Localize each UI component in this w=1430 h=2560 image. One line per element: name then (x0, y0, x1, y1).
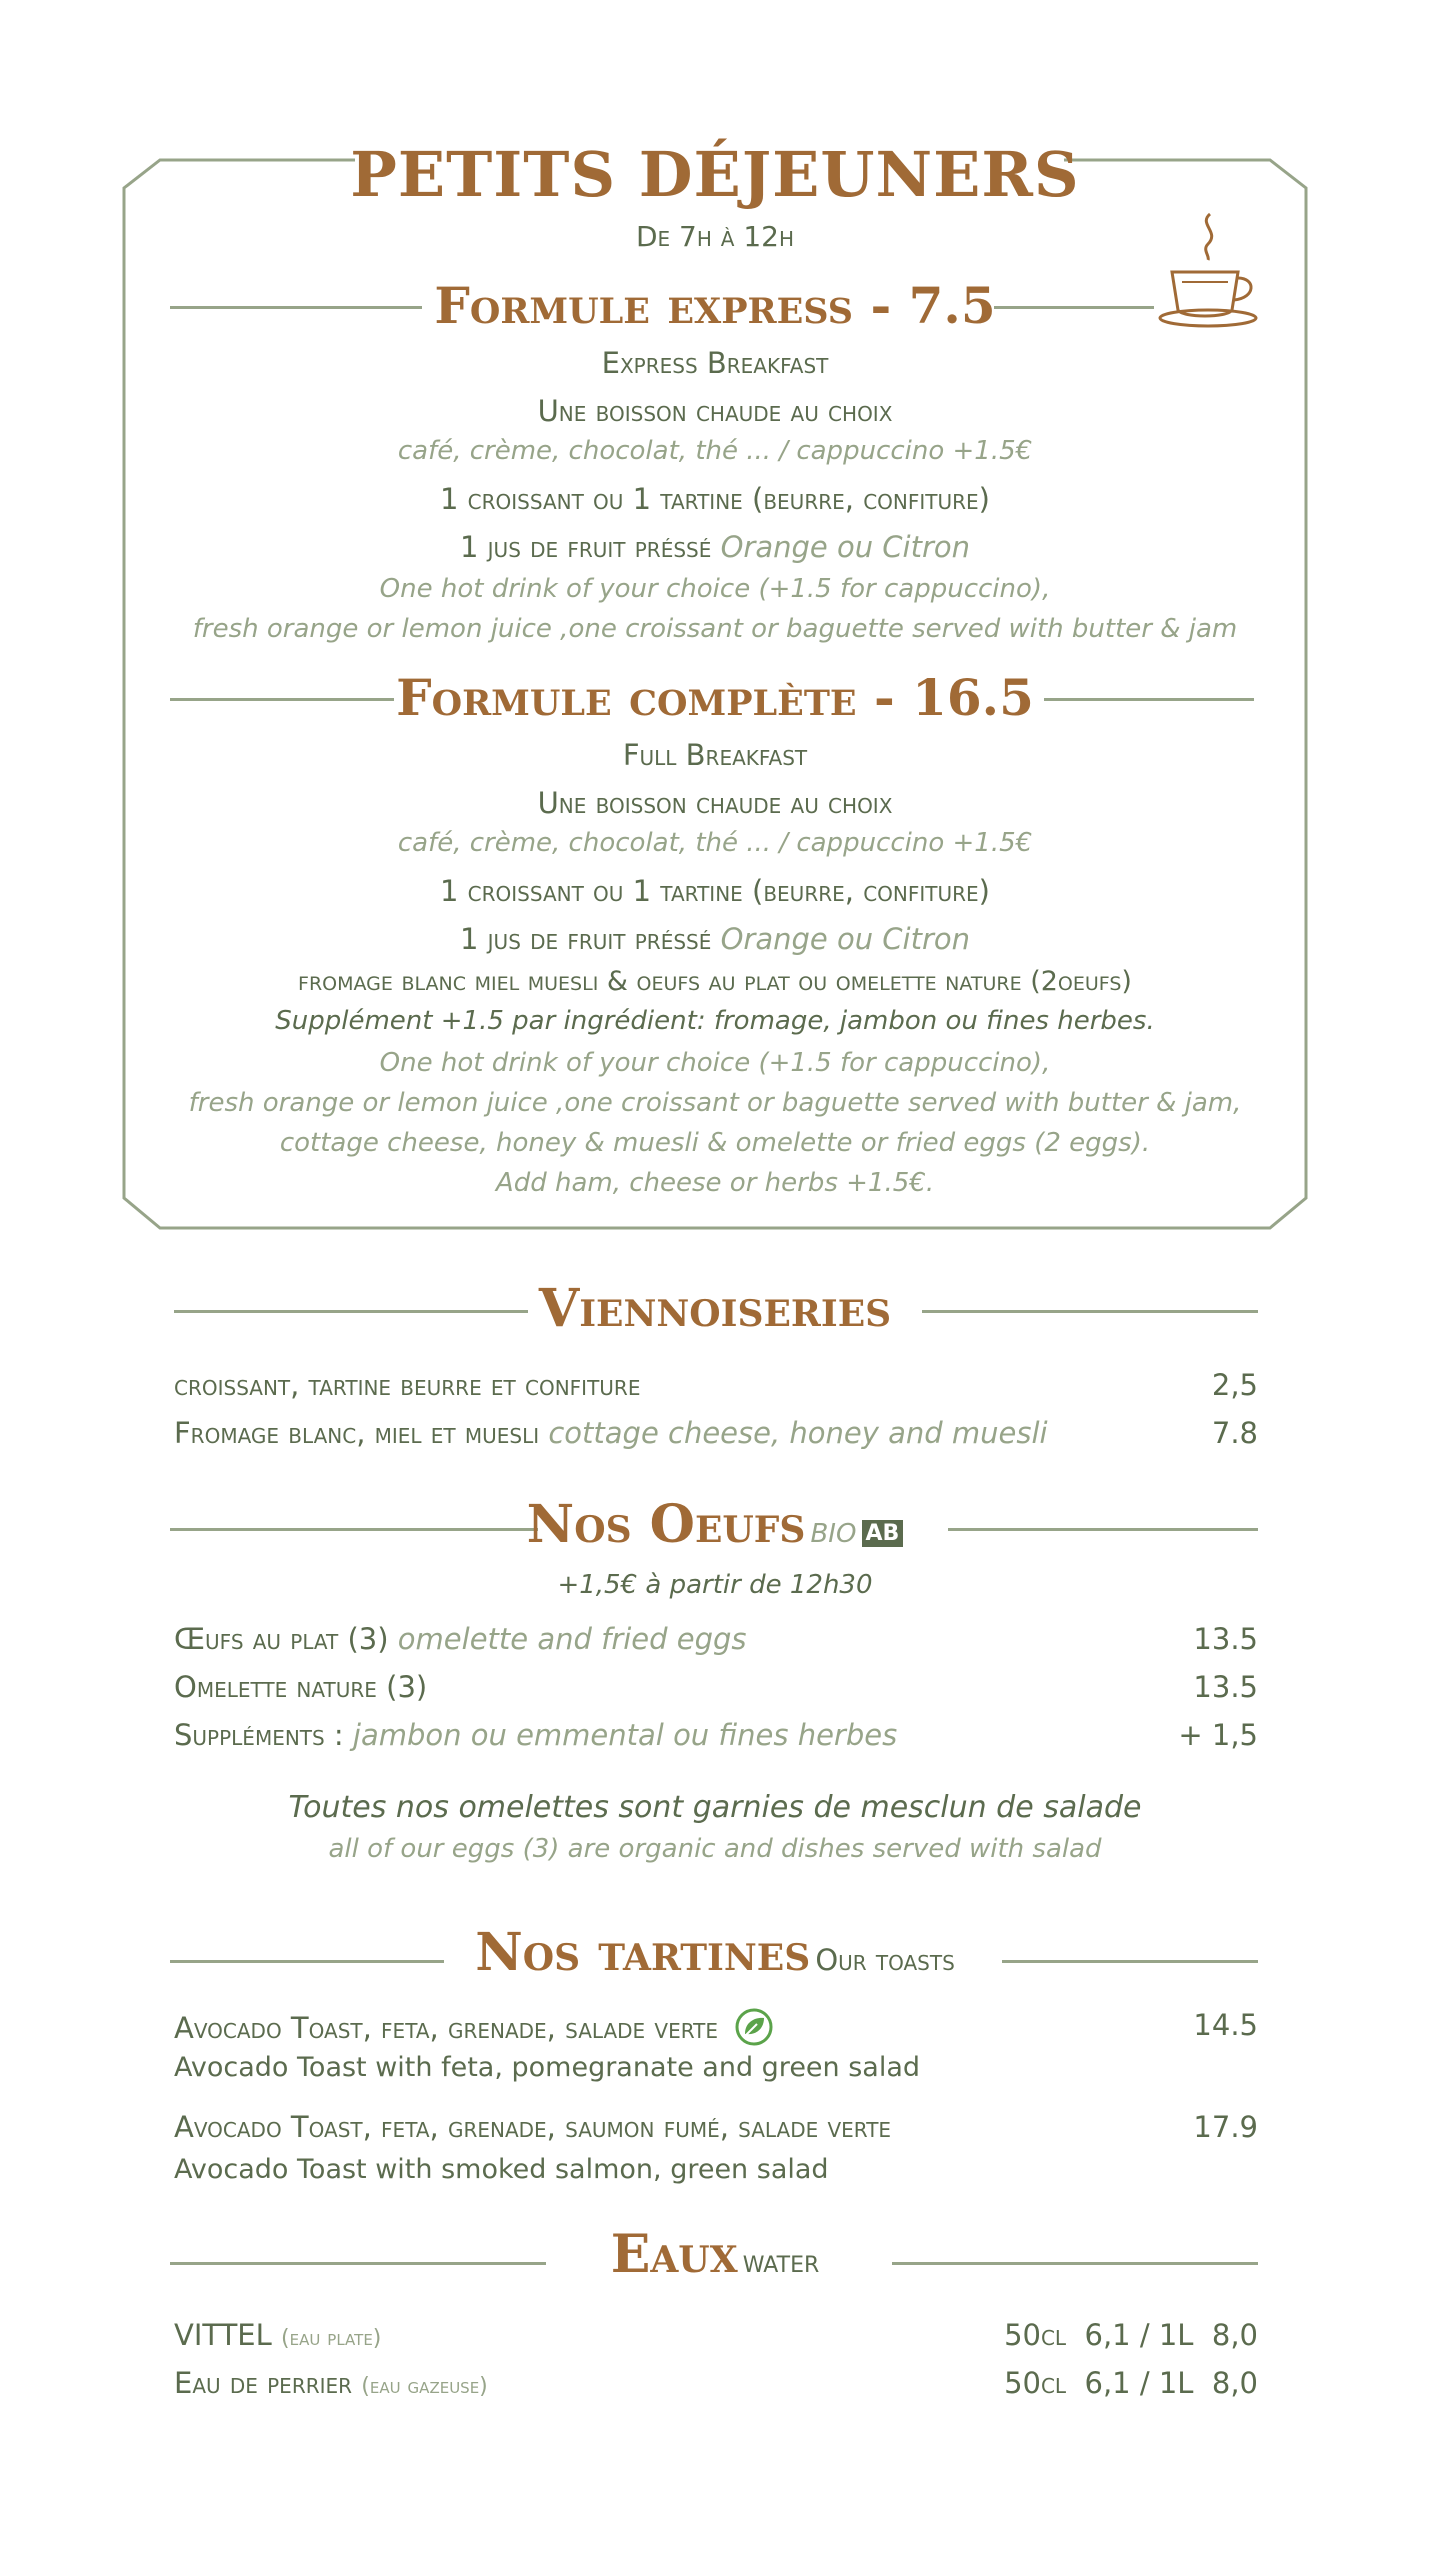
menu-item (174, 2366, 1258, 2400)
breakfast-title: PETITS DÉJEUNERS (350, 138, 1080, 211)
item-price: 17.9 (1193, 2110, 1258, 2144)
item-english: omelette and fried eggs (397, 1622, 747, 1656)
item-name: VITTEL (174, 2318, 272, 2352)
express-juice-line (0, 530, 1430, 564)
item-price: 14.5 (1193, 2008, 1258, 2042)
item-english: cottage cheese, honey and muesli (548, 1416, 1048, 1450)
express-juice-options: Orange ou Citron (720, 530, 971, 564)
item-price: 50cl 6,1 / 1L 8,0 (1004, 2366, 1258, 2400)
complete-title: Formule complète - 16.5 (396, 668, 1034, 727)
toasts-title: Nos tartines (475, 1922, 811, 1983)
item-price: 13.5 (1193, 1622, 1258, 1656)
menu-item (174, 1416, 1258, 1450)
express-title: Formule express - 7.5 (434, 276, 996, 335)
item-price: 7.8 (1211, 1416, 1258, 1450)
item-name: Eau de perrier (174, 2366, 353, 2400)
item-price: 13.5 (1193, 1670, 1258, 1704)
complete-english-4: Add ham, cheese or herbs +1.5€. (495, 1168, 935, 1198)
eggs-footer-fr: Toutes nos omelettes sont garnies de mesclun de salade (288, 1790, 1142, 1825)
express-bread: 1 croissant ou 1 tartine (beurre, confiture) (440, 482, 990, 516)
item-name: Avocado Toast, feta, grenade, salade verte (174, 2011, 719, 2045)
item-name: Avocado Toast, feta, grenade, saumon fumé, salade verte (174, 2110, 892, 2144)
express-english-2: fresh orange or lemon juice ,one croissant or baguette served with butter & jam (192, 614, 1238, 644)
menu-item (174, 2318, 1258, 2352)
menu-item (174, 1622, 1258, 1656)
express-drink-options: café, crème, chocolat, thé ... / cappuccino +1.5€ (397, 436, 1033, 466)
complete-supplement: Supplément +1.5 par ingrédient: fromage, jambon ou fines herbes. (275, 1006, 1155, 1036)
item-price: + 1,5 (1178, 1718, 1258, 1752)
item-name: croissant, tartine beurre et confiture (174, 1368, 641, 1402)
menu-item (174, 2008, 1258, 2046)
menu-item (174, 2110, 1258, 2144)
eggs-heading (0, 1494, 1430, 1555)
toasts-subtitle: Our toasts (815, 1943, 955, 1977)
eggs-bio: BIO (810, 1519, 857, 1549)
complete-extra: fromage blanc miel muesli & oeufs au plat ou omelette nature (2oeufs) (298, 966, 1132, 997)
item-name: Œufs au plat (3) (174, 1622, 389, 1656)
water-subtitle: water (742, 2242, 820, 2280)
complete-english-2: fresh orange or lemon juice ,one croissant or baguette served with butter & jam, (188, 1088, 1242, 1118)
organic-ab-icon: AB (862, 1520, 904, 1547)
express-subtitle: Express Breakfast (601, 346, 829, 380)
eggs-footer-en: all of our eggs (3) are organic and dishes served with salad (328, 1834, 1102, 1864)
complete-subtitle: Full Breakfast (622, 738, 808, 772)
item-name: Suppléments : (174, 1718, 344, 1752)
complete-drink: Une boisson chaude au choix (537, 786, 893, 820)
eggs-title: Nos Oeufs (526, 1494, 806, 1555)
water-title: Eaux (610, 2224, 738, 2285)
complete-drink-options: café, crème, chocolat, thé ... / cappuccino +1.5€ (397, 828, 1033, 858)
vegan-leaf-icon (735, 2008, 773, 2046)
toasts-heading (0, 1922, 1430, 1983)
complete-english-1: One hot drink of your choice (+1.5 for cappuccino), (379, 1048, 1051, 1078)
complete-juice: 1 jus de fruit préssé (459, 922, 712, 956)
item-name: Fromage blanc, miel et muesli (174, 1416, 540, 1450)
item-price: 2,5 (1211, 1368, 1258, 1402)
viennoiseries-title: Viennoiseries (538, 1278, 892, 1339)
complete-juice-options: Orange ou Citron (720, 922, 971, 956)
express-drink: Une boisson chaude au choix (537, 394, 893, 428)
eggs-note: +1,5€ à partir de 12h30 (557, 1570, 873, 1600)
item-english: Avocado Toast with smoked salmon, green salad (174, 2154, 829, 2185)
complete-english-3: cottage cheese, honey & muesli & omelette or fried eggs (2 eggs). (279, 1128, 1151, 1158)
menu-item (174, 1368, 1258, 1402)
item-note: (eau gazeuse) (361, 2374, 488, 2399)
item-price: 50cl 6,1 / 1L 8,0 (1004, 2318, 1258, 2352)
item-english: jambon ou emmental ou fines herbes (352, 1718, 898, 1752)
item-name: Omelette nature (3) (174, 1670, 428, 1704)
menu-item (174, 1670, 1258, 1704)
complete-bread: 1 croissant ou 1 tartine (beurre, confiture) (440, 874, 990, 908)
menu-item (174, 1718, 1258, 1752)
water-heading (0, 2224, 1430, 2285)
breakfast-hours: De 7h à 12h (635, 220, 795, 253)
express-english-1: One hot drink of your choice (+1.5 for cappuccino), (379, 574, 1051, 604)
item-english: Avocado Toast with feta, pomegranate and green salad (174, 2052, 921, 2083)
express-juice: 1 jus de fruit préssé (459, 530, 712, 564)
complete-juice-line (0, 922, 1430, 956)
item-note: (eau plate) (281, 2326, 382, 2351)
